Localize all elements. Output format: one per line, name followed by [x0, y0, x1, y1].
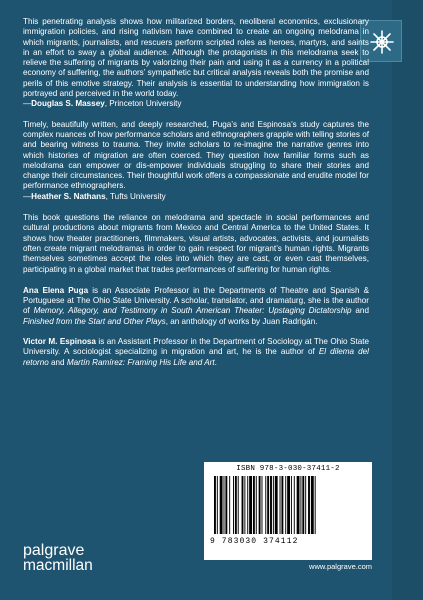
barcode-panel	[204, 462, 372, 560]
quote-1-text: This penetrating analysis shows how militarized borders, neoliberal economics, exclusionary immigration policies, and rising nativism have combined to create an ongoing melodrama in which migrants, journalists, and rescuers perform scripted roles as heroes, martyrs, and saints in an effort to sway a global audience. Although the protagonists in this melodrama seek to relieve the suffering of migrants by valorizing their pain and using it as a currency in a political economy of suffering, the authors’ sympathetic but critical analysis reveals both the promise and perils of this emotive strategy. Their analysis is essential to understanding how immigration is portrayed and perceived in the world today.	[23, 17, 369, 99]
quote-1	[23, 17, 369, 110]
barcode-digits: 9 783030 374112	[210, 537, 299, 546]
bio-2-text-b: and	[48, 357, 67, 367]
author-bio-1	[23, 286, 369, 327]
bio-1-text-c: , an anthology of works by Juan Radrigán.	[165, 316, 318, 326]
quote-1-attribution	[23, 99, 182, 108]
quote-2-author: Heather S. Nathans	[31, 191, 106, 201]
barcode-icon	[212, 476, 364, 536]
publisher-logo-line1: palgrave	[23, 542, 85, 559]
website-url: www.palgrave.com	[309, 562, 372, 571]
cover-text	[23, 17, 369, 368]
author-2-name: Victor M. Espinosa	[23, 337, 96, 347]
spine-strip	[392, 0, 423, 600]
author-1-name: Ana Elena Puga	[23, 285, 89, 295]
quote-1-affiliation: , Princeton University	[104, 99, 182, 109]
book-description: This book questions the reliance on melodrama and spectacle in social performances and cultural productions about migrants from Mexico and Central America to the United States. It shows how theater practitioners, filmmakers, visual artists, advocates, activists, and journalists often create migrant melodramas in order to gain respect for migrant’s human rights. Migrants themselves sometimes accept the roles into which they are cast, or even cast themselves, participating in a global market that trades performances of suffering for human rights.	[23, 213, 369, 274]
bio-1-title-a: Memory, Allegory, and Testimony in South American Theater: Upstaging Dictatorship	[33, 306, 352, 316]
quote-2-dash: —	[23, 191, 32, 201]
bio-2-text-a: is an Assistant Professor in the Department of Sociology at The Ohio State University. A sociologist specializing in migration and art, he is the author of	[23, 337, 369, 357]
quote-1-author: Douglas S. Massey	[31, 99, 105, 109]
quote-2-text: Timely, beautifully written, and deeply researched, Puga’s and Espinosa’s study captures the complex nuances of how performance scholars and ethnographers grapple with telling stories of and bearing witness to trauma. They invite scholars to re-imagine the narrative genres into which histories of migration are often coerced. They question how familiar forms such as melodrama can empower or dis-empower individuals struggling to share their stories and change their circumstances. Their thoughtful work offers a compassionate and erudite model for performance ethnographers.	[23, 119, 369, 191]
bio-1-text-b: and	[351, 306, 369, 316]
publisher-logo	[23, 543, 93, 573]
author-bio-2	[23, 337, 369, 368]
publisher-logo-line2: macmillan	[23, 557, 93, 574]
quote-1-dash: —	[23, 99, 32, 109]
quote-2-attribution	[23, 192, 166, 201]
bio-2-title-a: El dilema del retorno	[23, 347, 369, 367]
isbn-label: ISBN 978-3-030-37411-2	[236, 465, 340, 473]
bio-2-title-b: Martín Ramírez: Framing His Life and Art	[66, 357, 215, 367]
bio-2-text-c: .	[214, 357, 217, 367]
bio-1-title-b: Finished from the Start and Other Plays	[23, 316, 166, 326]
quote-2	[23, 120, 369, 202]
quote-2-affiliation: , Tufts University	[105, 191, 166, 201]
bio-1-text-a: is an Associate Professor in the Departments of Theatre and Spanish & Portuguese at The Ohio State University. A scholar, translator, and dramaturg, she is the author of	[23, 285, 370, 316]
